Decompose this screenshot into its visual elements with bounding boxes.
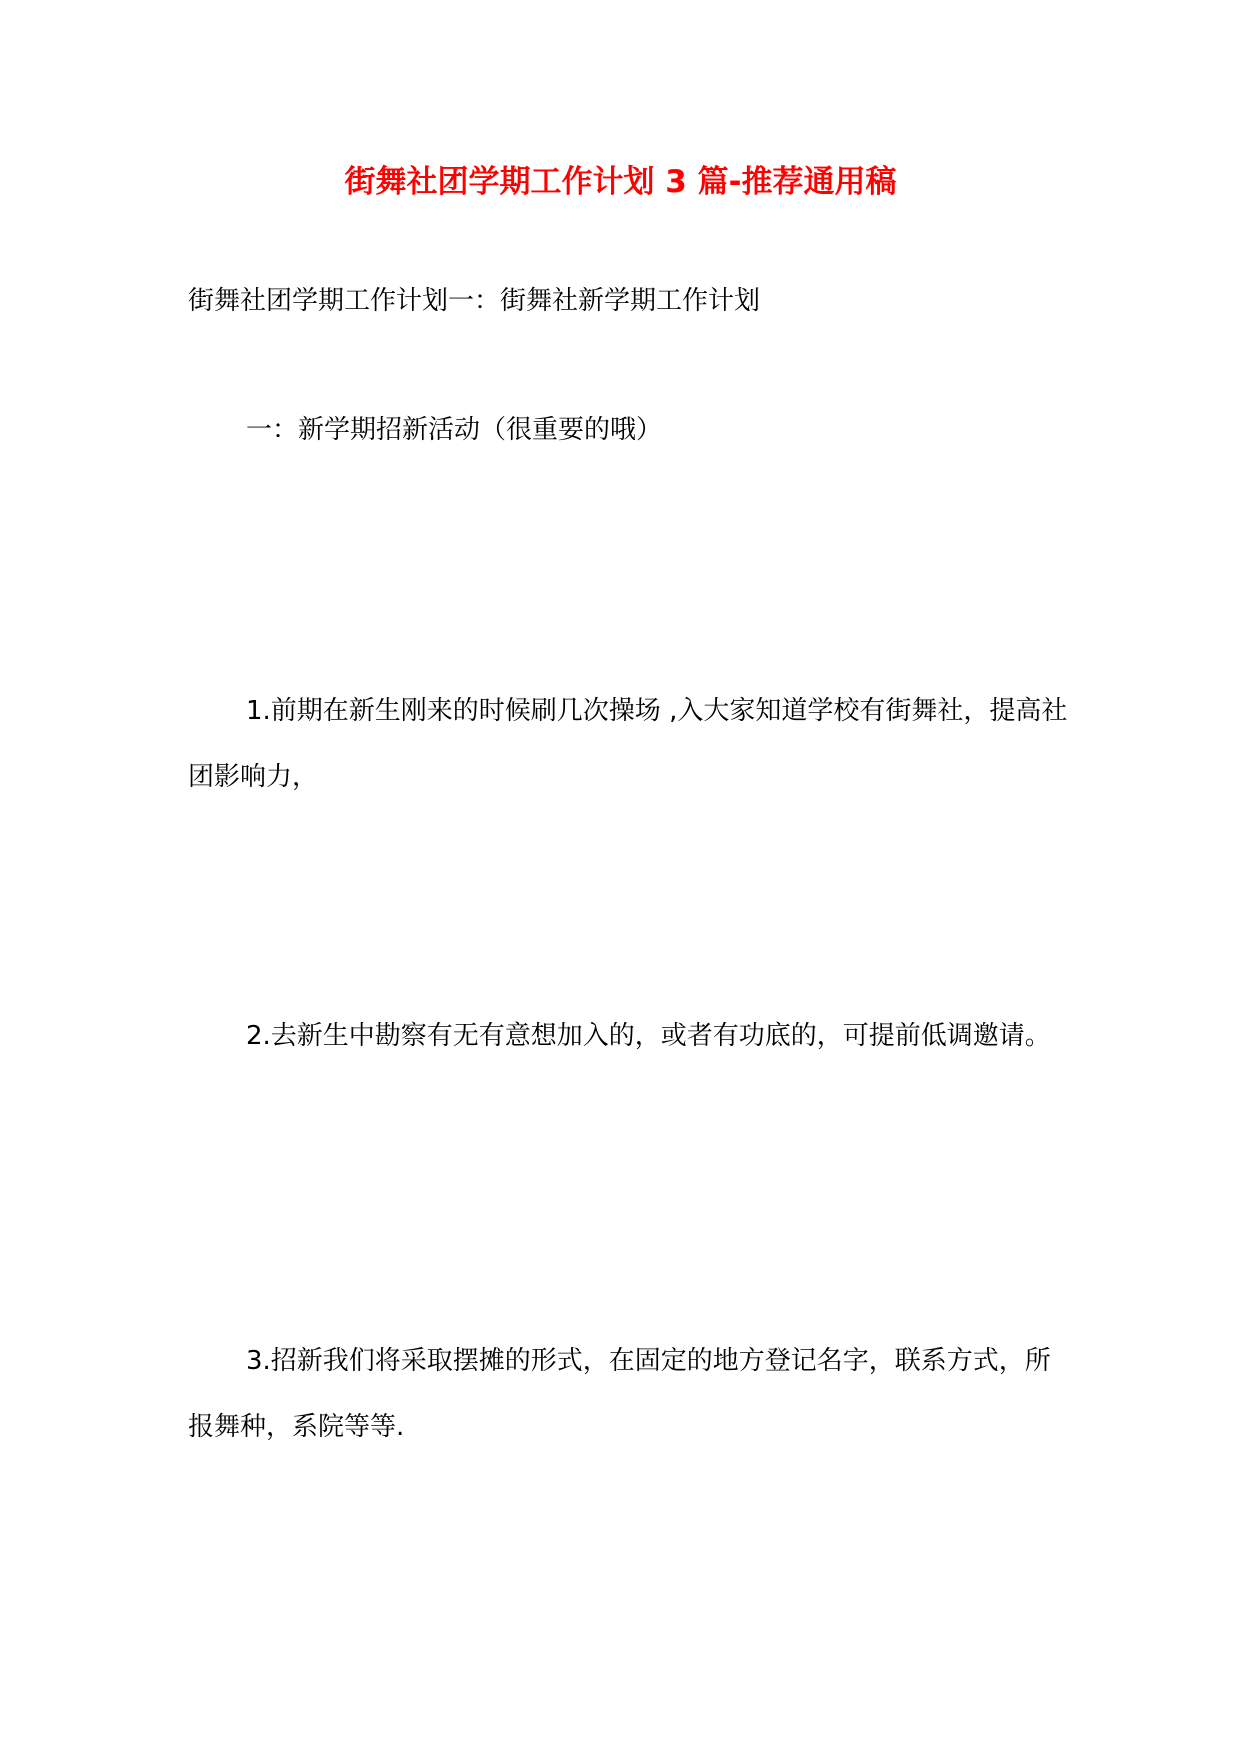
paragraph-1: 1.前期在新生刚来的时候刷几次操场 ,入大家知道学校有街舞社，提高社团影响力， [188, 696, 1068, 792]
section-heading: 一：新学期招新活动（很重要的哦） [246, 415, 663, 445]
document-subtitle: 街舞社团学期工作计划一：街舞社新学期工作计划 [188, 286, 761, 316]
document-title: 街舞社团学期工作计划 3 篇-推荐通用稿 [344, 164, 897, 200]
paragraph-2: 2.去新生中勘察有无有意想加入的，或者有功底的，可提前低调邀请。 [246, 1021, 1051, 1051]
paragraph-3: 3.招新我们将采取摆摊的形式，在固定的地方登记名字，联系方式，所报舞种，系院等等. [188, 1346, 1051, 1442]
